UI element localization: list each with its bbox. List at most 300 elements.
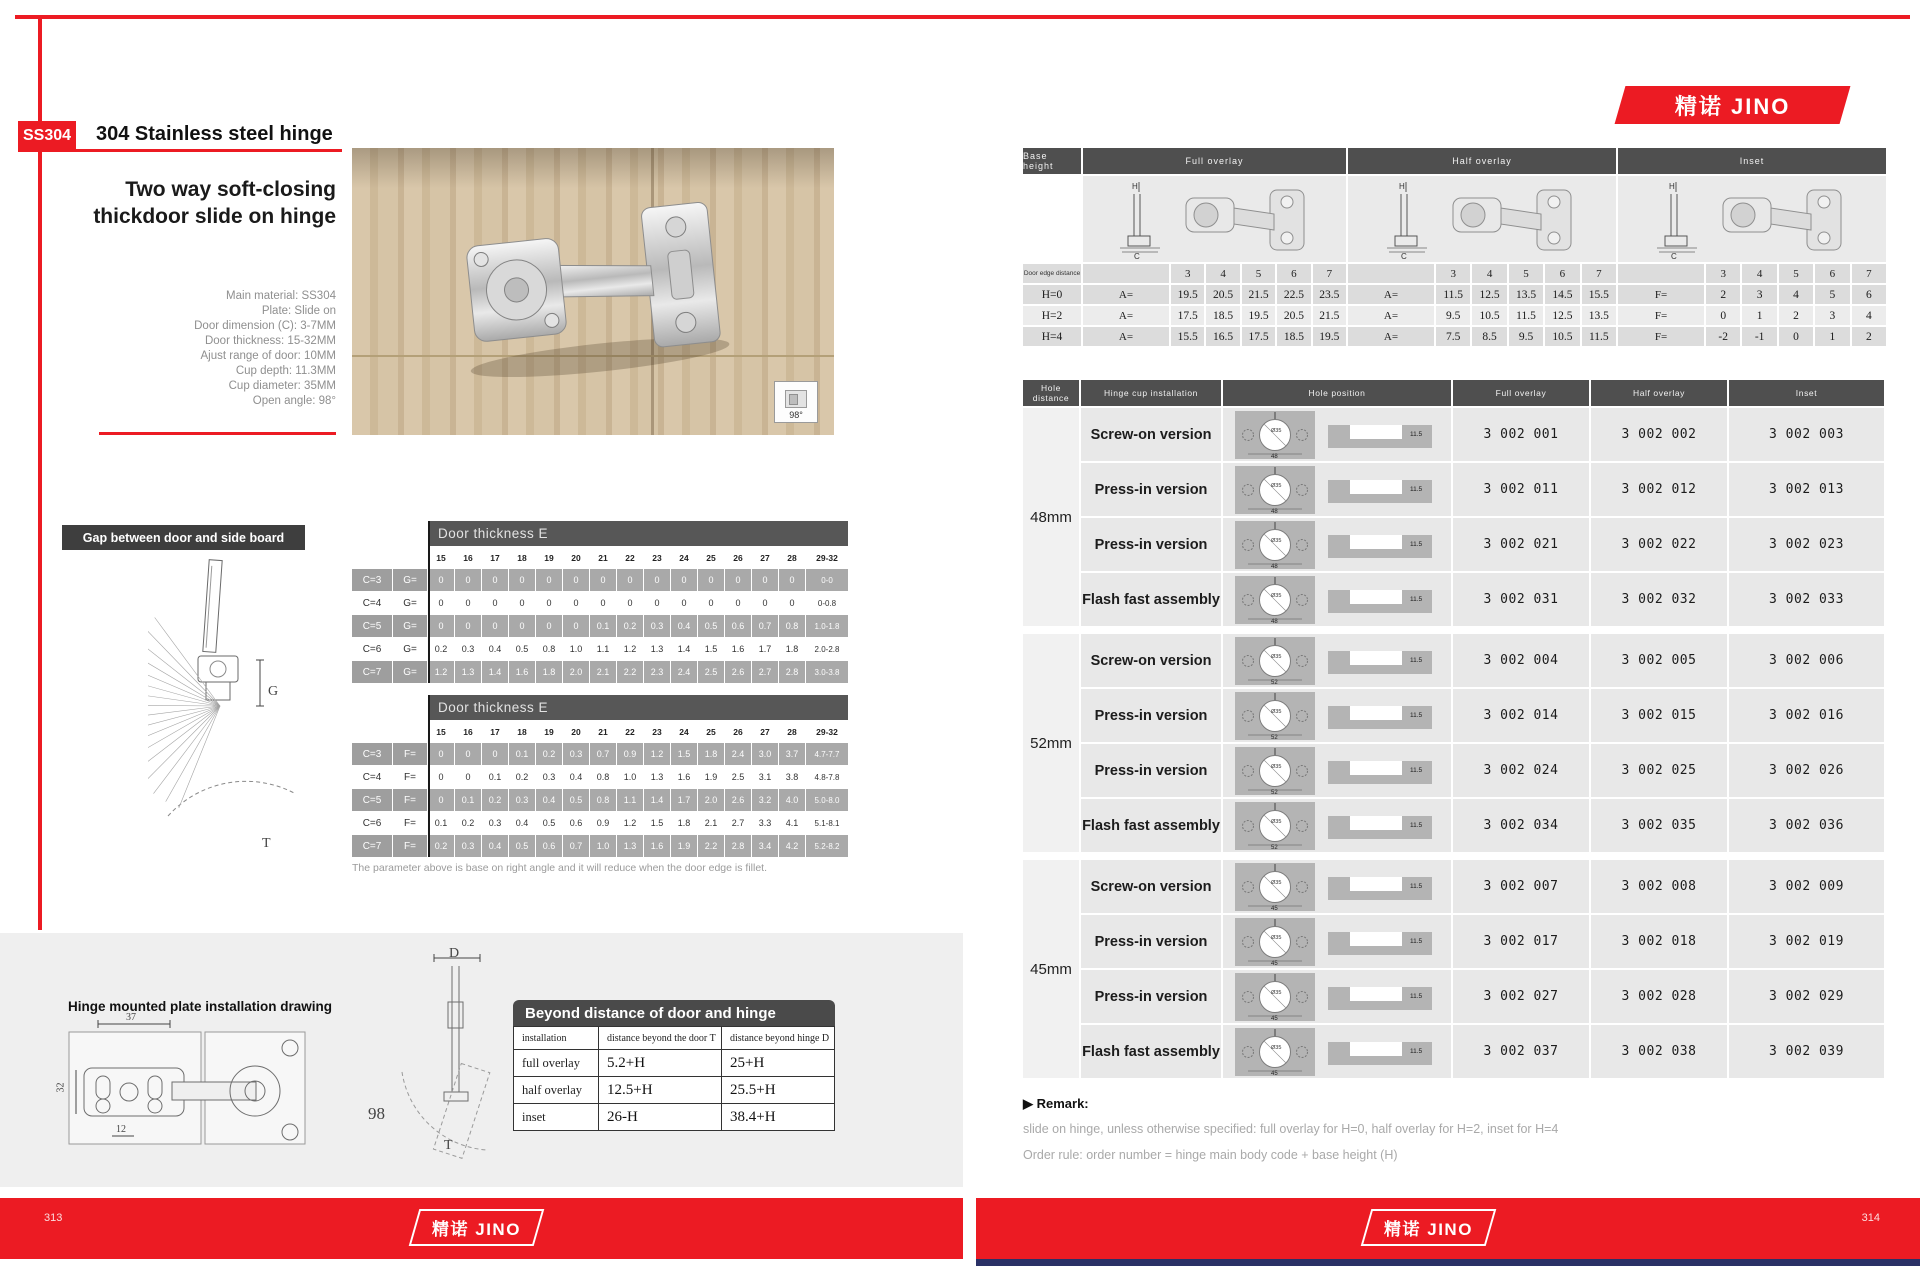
beyond-table-grid (513, 1026, 835, 1131)
order-code-cell: 3 002 029 (1729, 970, 1884, 1023)
value-cell: 0 (779, 569, 805, 591)
overlay-letter: A= (1348, 327, 1434, 346)
value-cell: 0.7 (563, 835, 589, 857)
value-cell: 1.5 (644, 812, 670, 834)
value-cell: 0 (698, 569, 724, 591)
overlay-value: 13.5 (1509, 285, 1543, 304)
column-header: 19 (536, 721, 562, 742)
column-header: 16 (455, 547, 481, 568)
value-cell: 0.1 (590, 615, 616, 637)
value-cell: 0 (779, 592, 805, 614)
value-cell: 0.7 (752, 615, 778, 637)
order-code-cell: 3 002 019 (1729, 915, 1884, 968)
hole-distance-cell: 52mm (1023, 634, 1079, 852)
overlay-group-header: Inset (1618, 148, 1886, 174)
overlay-value: 10.5 (1545, 327, 1579, 346)
value-cell: 0.2 (455, 812, 481, 834)
value-cell: 0 (563, 592, 589, 614)
overlay-data-group (1618, 327, 1886, 346)
brand-en: JINO (1427, 1220, 1473, 1239)
brand-en: JINO (1730, 93, 1791, 119)
column-header: 22 (617, 721, 643, 742)
hole-position-diagram (1234, 636, 1440, 686)
beyond-header: distance beyond the door T (599, 1027, 721, 1049)
order-code-cell: 3 002 001 (1453, 408, 1589, 461)
value-cell: 1.4 (482, 661, 508, 683)
overlay-letter: F= (1618, 306, 1704, 325)
svg-text:Ø35: Ø35 (1271, 427, 1282, 434)
door-edge-distance: 6 (1277, 264, 1310, 283)
svg-text:Ø35: Ø35 (1271, 482, 1282, 489)
left-rule-line (38, 15, 42, 930)
door-edge-spacer (1348, 264, 1434, 283)
spec-item: Plate: Slide on (261, 305, 336, 317)
column-header: 21 (590, 547, 616, 568)
value-cell: 0 (455, 615, 481, 637)
overlay-value: 21.5 (1313, 306, 1346, 325)
svg-text:48: 48 (1271, 563, 1278, 570)
spec-item: Main material: SS304 (226, 290, 336, 302)
brand-cn: 精诺 (432, 1220, 469, 1239)
version-cell: Press-in version (1081, 518, 1221, 571)
value-cell: 3.7 (779, 743, 805, 765)
value-cell: 1.9 (698, 766, 724, 788)
door-edge-distance: 5 (1779, 264, 1813, 283)
svg-text:Ø35: Ø35 (1271, 708, 1282, 715)
column-header: 26 (725, 547, 751, 568)
remark-line: slide on hinge, unless otherwise specified: full overlay for H=0, half overlay for H=2, inset for H=4 (1023, 1122, 1559, 1136)
column-header: 25 (698, 547, 724, 568)
value-cell: 0 (455, 569, 481, 591)
value-cell: 0 (617, 592, 643, 614)
order-code-cell: 3 002 021 (1453, 518, 1589, 571)
door-edge-distance: 4 (1206, 264, 1239, 283)
footer-right (976, 1198, 1920, 1259)
hole-position-cell (1223, 518, 1451, 571)
value-cell: 3.3 (752, 812, 778, 834)
row-key: F= (393, 743, 427, 765)
base-height-label: H=0 (1023, 285, 1081, 304)
svg-text:Ø35: Ø35 (1271, 1044, 1282, 1051)
remark-line: Order rule: order number = hinge main body code + base height (H) (1023, 1148, 1398, 1162)
footer-brand-logo (1361, 1209, 1497, 1246)
open-angle-value: 98° (789, 410, 803, 420)
value-cell: 1.3 (644, 766, 670, 788)
value-cell: 1.3 (644, 638, 670, 660)
value-cell: 4.0 (779, 789, 805, 811)
overlay-value: 16.5 (1206, 327, 1239, 346)
value-cell: 0.6 (725, 615, 751, 637)
remark-title: ▶ Remark: (1023, 1096, 1089, 1111)
value-cell: 0 (428, 569, 454, 591)
row-key: G= (393, 569, 427, 591)
order-code-cell: 3 002 034 (1453, 799, 1589, 852)
spec-item: Cup depth: 11.3MM (235, 365, 336, 377)
overlay-value: 15.5 (1582, 285, 1616, 304)
value-cell: 2.3 (644, 661, 670, 683)
install-drawing-heading: Hinge mounted plate installation drawing (68, 999, 333, 1014)
svg-text:45: 45 (1271, 1070, 1278, 1077)
value-cell: 0.3 (482, 812, 508, 834)
overlay-value: 6 (1852, 285, 1886, 304)
overlay-diagram-cell (1618, 176, 1886, 262)
column-header: 17 (482, 547, 508, 568)
svg-text:48: 48 (1271, 508, 1278, 515)
value-cell: 0.8 (536, 638, 562, 660)
column-header: 18 (509, 721, 535, 742)
value-cell: 1.1 (617, 789, 643, 811)
overlay-value: 19.5 (1313, 327, 1346, 346)
value-cell: 0 (455, 592, 481, 614)
value-cell: 0 (455, 766, 481, 788)
svg-text:H: H (1131, 182, 1138, 191)
overlay-letter: A= (1083, 327, 1169, 346)
overlay-value: 2 (1779, 306, 1813, 325)
row-label: C=5 (352, 615, 392, 637)
hole-position-diagram (1234, 1027, 1440, 1077)
svg-text:52: 52 (1271, 789, 1278, 796)
gap-section-label-text: Gap between door and side board (82, 530, 285, 545)
value-cell: 0 (509, 592, 535, 614)
svg-text:Ø35: Ø35 (1271, 818, 1282, 825)
value-cell: 0.3 (563, 743, 589, 765)
svg-text:11.5: 11.5 (1410, 656, 1423, 664)
swing-t-label: T (444, 1138, 453, 1153)
door-edge-distance: 3 (1171, 264, 1204, 283)
value-cell: 0 (509, 615, 535, 637)
column-header: 15 (428, 721, 454, 742)
beyond-value: 25.5+H (722, 1077, 834, 1103)
value-cell: 0.3 (536, 766, 562, 788)
order-code-cell: 3 002 027 (1453, 970, 1589, 1023)
order-column-header: Hole position (1223, 380, 1451, 406)
value-cell: 0.8 (779, 615, 805, 637)
overlay-value: 19.5 (1242, 306, 1275, 325)
order-row (1081, 463, 1890, 516)
value-cell: 0 (536, 592, 562, 614)
door-edge-distance: 7 (1313, 264, 1346, 283)
svg-text:Ø35: Ø35 (1271, 989, 1282, 996)
value-cell: 0.4 (509, 812, 535, 834)
brand-cn: 精诺 (1674, 93, 1723, 119)
value-cell: 1.5 (671, 743, 697, 765)
value-cell: 0 (536, 569, 562, 591)
order-column-header: Hinge cup installation (1081, 380, 1221, 406)
brand-logo-text (1675, 90, 1791, 121)
value-cell: 0.1 (482, 766, 508, 788)
value-cell: 0-0.8 (806, 592, 848, 614)
value-cell: 0 (428, 592, 454, 614)
overlay-data-row (1023, 327, 1890, 346)
base-height-label: H=2 (1023, 306, 1081, 325)
overlay-value: 19.5 (1171, 285, 1204, 304)
value-cell: 0 (671, 569, 697, 591)
value-cell: 0.2 (617, 615, 643, 637)
value-cell: 1.6 (509, 661, 535, 683)
overlay-header-row (1023, 148, 1890, 174)
value-cell: 5.2-8.2 (806, 835, 848, 857)
overlay-value: 8.5 (1472, 327, 1506, 346)
version-cell: Press-in version (1081, 463, 1221, 516)
overlay-value: 13.5 (1582, 306, 1616, 325)
value-cell: 2.4 (725, 743, 751, 765)
overlay-value: 0 (1706, 306, 1740, 325)
column-header: 25 (698, 721, 724, 742)
hole-position-cell (1223, 970, 1451, 1023)
hole-position-cell (1223, 860, 1451, 913)
beyond-value: 25+H (722, 1050, 834, 1076)
value-cell: 1.8 (536, 661, 562, 683)
value-cell: 5.0-8.0 (806, 789, 848, 811)
value-cell: 0.5 (536, 812, 562, 834)
svg-text:45: 45 (1271, 1015, 1278, 1022)
svg-text:11.5: 11.5 (1410, 766, 1423, 774)
value-cell: 0 (428, 789, 454, 811)
swing-d-label: D (449, 946, 460, 961)
row-key: G= (393, 638, 427, 660)
svg-text:52: 52 (1271, 679, 1278, 686)
order-code-cell: 3 002 018 (1591, 915, 1727, 968)
value-cell: 4.7-7.7 (806, 743, 848, 765)
value-cell: 0.2 (482, 789, 508, 811)
beyond-distance-table (513, 1000, 835, 1131)
order-row (1081, 573, 1890, 626)
row-label: C=6 (352, 812, 392, 834)
column-header: 19 (536, 547, 562, 568)
row-label: C=4 (352, 592, 392, 614)
order-code-cell: 3 002 014 (1453, 689, 1589, 742)
row-key: F= (393, 789, 427, 811)
overlay-value: 17.5 (1242, 327, 1275, 346)
svg-text:Ø35: Ø35 (1271, 934, 1282, 941)
row-key: F= (393, 766, 427, 788)
base-height-overlay-table (1023, 148, 1890, 346)
version-cell: Flash fast assembly (1081, 573, 1221, 626)
value-cell: 1.2 (428, 661, 454, 683)
overlay-data-group (1618, 306, 1886, 325)
door-edge-spacer (1618, 264, 1704, 283)
column-header: 29-32 (806, 547, 848, 568)
value-cell: 0.2 (509, 766, 535, 788)
overlay-value: 0 (1779, 327, 1813, 346)
value-cell: 1.4 (671, 638, 697, 660)
order-code-cell: 3 002 005 (1591, 634, 1727, 687)
spec-item: Door thickness: 15-32MM (204, 335, 336, 347)
column-header: 16 (455, 721, 481, 742)
hole-position-cell (1223, 408, 1451, 461)
column-header: 17 (482, 721, 508, 742)
column-header: 24 (671, 547, 697, 568)
mini-hinge-icon (785, 390, 807, 408)
value-cell: 4.1 (779, 812, 805, 834)
svg-text:45: 45 (1271, 960, 1278, 967)
value-cell: 0.5 (509, 835, 535, 857)
hole-position-diagram (1234, 410, 1440, 460)
value-cell: 0.2 (428, 638, 454, 660)
row-key: G= (393, 592, 427, 614)
title-underline (18, 149, 342, 152)
hole-position-cell (1223, 689, 1451, 742)
order-code-cell: 3 002 037 (1453, 1025, 1589, 1078)
svg-text:11.5: 11.5 (1410, 821, 1423, 829)
value-cell: 0 (671, 592, 697, 614)
overlay-value: 9.5 (1436, 306, 1470, 325)
value-cell: 1.6 (725, 638, 751, 660)
hinge-section-and-photo (1627, 178, 1877, 260)
beyond-header: distance beyond hinge D (722, 1027, 834, 1049)
overlay-value: 1 (1742, 306, 1776, 325)
value-cell: 0.9 (617, 743, 643, 765)
overlay-value: 2 (1706, 285, 1740, 304)
row-key: G= (393, 615, 427, 637)
row-key: F= (393, 835, 427, 857)
hole-position-cell (1223, 463, 1451, 516)
value-cell: 2.2 (698, 835, 724, 857)
version-cell: Screw-on version (1081, 634, 1221, 687)
overlay-value: -2 (1706, 327, 1740, 346)
order-code-cell: 3 002 015 (1591, 689, 1727, 742)
column-header: 23 (644, 721, 670, 742)
value-cell: 0.5 (563, 789, 589, 811)
value-cell: 3.8 (779, 766, 805, 788)
value-cell: 0 (752, 592, 778, 614)
overlay-value: 18.5 (1277, 327, 1310, 346)
spec-item: Ajust range of door: 10MM (200, 350, 336, 362)
hole-position-diagram (1234, 520, 1440, 570)
overlay-value: 4 (1779, 285, 1813, 304)
order-code-cell: 3 002 023 (1729, 518, 1884, 571)
svg-text:11.5: 11.5 (1410, 430, 1423, 438)
svg-text:H: H (1399, 182, 1405, 191)
beyond-row-label: full overlay (514, 1050, 598, 1076)
brand-en: JINO (475, 1220, 521, 1239)
version-cell: Screw-on version (1081, 860, 1221, 913)
overlay-value: 21.5 (1242, 285, 1275, 304)
value-cell: 1.0 (590, 835, 616, 857)
value-cell: 0 (644, 569, 670, 591)
order-code-cell: 3 002 013 (1729, 463, 1884, 516)
hole-position-cell (1223, 1025, 1451, 1078)
value-cell: 1.2 (617, 812, 643, 834)
value-cell: 2.8 (779, 661, 805, 683)
overlay-value: 14.5 (1545, 285, 1579, 304)
value-cell: 3.0 (752, 743, 778, 765)
hole-distance-cell: 48mm (1023, 408, 1079, 626)
order-row (1081, 799, 1890, 852)
door-edge-label-text: Door edge distance (1023, 270, 1081, 277)
value-cell: 4.2 (779, 835, 805, 857)
hinge-photo-illustration (412, 176, 772, 386)
order-code-cell: 3 002 039 (1729, 1025, 1884, 1078)
overlay-value: 23.5 (1313, 285, 1346, 304)
product-title-line2: thickdoor slide on hinge (93, 205, 336, 228)
value-cell: 2.5 (698, 661, 724, 683)
order-column-header: Full overlay (1453, 380, 1589, 406)
overlay-value: 5 (1815, 285, 1849, 304)
hole-position-diagram (1234, 801, 1440, 851)
table-title: Door thickness E (428, 695, 848, 720)
svg-text:11.5: 11.5 (1410, 595, 1423, 603)
column-header: 22 (617, 547, 643, 568)
value-cell: 0.5 (698, 615, 724, 637)
value-cell: 0 (617, 569, 643, 591)
footer-brand-logo-text (1384, 1215, 1473, 1240)
door-edge-distance: 3 (1706, 264, 1740, 283)
door-edge-group (1083, 264, 1346, 283)
order-code-cell: 3 002 022 (1591, 518, 1727, 571)
svg-text:11.5: 11.5 (1410, 937, 1423, 945)
value-cell: 0.5 (509, 638, 535, 660)
hole-position-cell (1223, 634, 1451, 687)
value-cell: 0-0 (806, 569, 848, 591)
gap-t-label: T (262, 836, 271, 851)
value-cell: 0 (482, 615, 508, 637)
value-cell: 1.8 (671, 812, 697, 834)
value-cell: 1.3 (617, 835, 643, 857)
order-row (1081, 860, 1890, 913)
order-group (1023, 634, 1890, 852)
column-header: 27 (752, 547, 778, 568)
svg-text:C: C (1671, 252, 1677, 260)
order-number-table (1023, 380, 1890, 1080)
column-header: 27 (752, 721, 778, 742)
overlay-data-group (1083, 327, 1346, 346)
column-header: 18 (509, 547, 535, 568)
door-thickness-table-f (352, 695, 848, 857)
value-cell: 3.2 (752, 789, 778, 811)
order-code-cell: 3 002 009 (1729, 860, 1884, 913)
overlay-value: 4 (1852, 306, 1886, 325)
table-corner (352, 521, 427, 568)
value-cell: 5.1-8.1 (806, 812, 848, 834)
overlay-group-header: Half overlay (1348, 148, 1616, 174)
value-cell: 1.2 (617, 638, 643, 660)
svg-text:11.5: 11.5 (1410, 882, 1423, 890)
value-cell: 1.5 (698, 638, 724, 660)
overlay-value: 15.5 (1171, 327, 1204, 346)
version-cell: Press-in version (1081, 970, 1221, 1023)
svg-text:45: 45 (1271, 905, 1278, 912)
beyond-header: installation (514, 1027, 598, 1049)
order-group-rows (1081, 860, 1890, 1078)
svg-text:11.5: 11.5 (1410, 485, 1423, 493)
svg-text:48: 48 (1271, 618, 1278, 625)
svg-text:Ø35: Ø35 (1271, 592, 1282, 599)
value-cell: 2.0 (563, 661, 589, 683)
value-cell: 0 (590, 592, 616, 614)
value-cell: 0.4 (536, 789, 562, 811)
value-cell: 0.1 (455, 789, 481, 811)
hole-position-cell (1223, 799, 1451, 852)
overlay-letter: A= (1083, 285, 1169, 304)
value-cell: 2.4 (671, 661, 697, 683)
version-cell: Flash fast assembly (1081, 1025, 1221, 1078)
page-number-left: 313 (44, 1212, 63, 1224)
version-cell: Screw-on version (1081, 408, 1221, 461)
row-label: C=7 (352, 661, 392, 683)
hinge-section-and-photo (1090, 178, 1340, 260)
overlay-value: 20.5 (1206, 285, 1239, 304)
order-group (1023, 860, 1890, 1078)
value-cell: 2.1 (698, 812, 724, 834)
value-cell: 0 (644, 592, 670, 614)
hole-position-cell (1223, 744, 1451, 797)
order-code-cell: 3 002 025 (1591, 744, 1727, 797)
value-cell: 1.6 (671, 766, 697, 788)
door-thickness-table-g (352, 521, 848, 683)
column-header: 23 (644, 547, 670, 568)
overlay-data-group (1348, 327, 1616, 346)
